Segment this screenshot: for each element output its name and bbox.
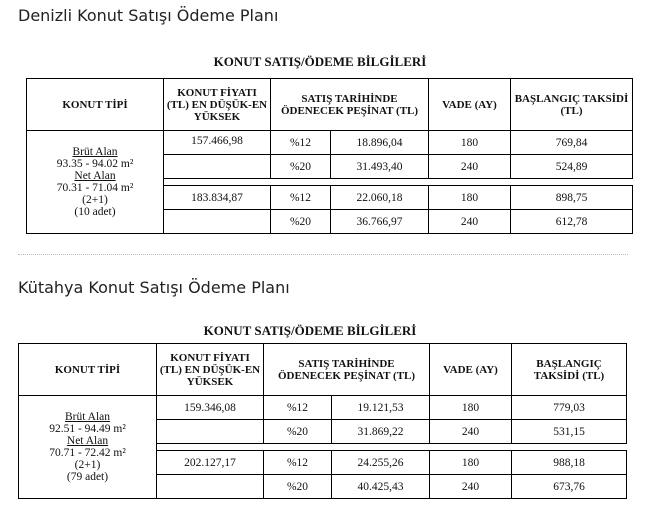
installment-amount: 524,89 xyxy=(511,155,633,179)
down-pct: %12 xyxy=(271,131,331,155)
net-area-label: Net Alan xyxy=(74,170,116,182)
down-amount: 24.255,26 xyxy=(332,451,430,475)
room-layout: (2+1) xyxy=(82,194,108,206)
installment-amount: 898,75 xyxy=(511,186,633,210)
down-amount: 22.060,18 xyxy=(331,186,429,210)
gross-area-value: 93.35 - 94.02 m² xyxy=(56,158,134,170)
down-amount: 18.896,04 xyxy=(331,131,429,155)
header-term: VADE (AY) xyxy=(430,344,512,396)
header-installment: BAŞLANGIÇ TAKSİDİ (TL) xyxy=(511,79,633,131)
room-layout: (2+1) xyxy=(74,459,101,471)
unit-info-cell xyxy=(27,131,164,234)
term-months: 180 xyxy=(430,451,512,475)
down-amount: 40.425,43 xyxy=(332,475,430,499)
price-high: 183.834,87 xyxy=(164,186,271,210)
price-empty xyxy=(164,210,271,234)
section-title-kutahya: Kütahya Konut Satışı Ödeme Planı xyxy=(18,278,290,297)
down-pct: %20 xyxy=(271,155,331,179)
price-low: 159.346,08 xyxy=(157,396,264,420)
header-installment: BAŞLANGIÇ TAKSİDİ (TL) xyxy=(512,344,627,396)
section-title-denizli: Denizli Konut Satışı Ödeme Planı xyxy=(18,6,279,25)
term-months: 240 xyxy=(430,475,512,499)
price-empty xyxy=(157,475,264,499)
term-months: 180 xyxy=(429,131,511,155)
net-area-value: 70.71 - 72.42 m² xyxy=(49,447,126,459)
installment-amount: 673,76 xyxy=(512,475,627,499)
page-divider xyxy=(18,254,628,255)
table-caption-kutahya: KONUT SATIŞ/ÖDEME BİLGİLERİ xyxy=(203,323,417,338)
payment-table-kutahya xyxy=(18,343,627,499)
installment-amount: 612,78 xyxy=(511,210,633,234)
header-down-payment: SATIŞ TARİHİNDE ÖDENECEK PEŞİNAT (TL) xyxy=(264,344,430,396)
unit-count: (79 adet) xyxy=(66,471,109,483)
installment-amount: 531,15 xyxy=(512,420,627,444)
price-empty xyxy=(164,155,271,179)
header-unit-type: KONUT TİPİ xyxy=(27,79,164,131)
down-pct: %20 xyxy=(264,475,332,499)
header-price: KONUT FİYATI (TL) EN DÜŞÜK-EN YÜKSEK xyxy=(157,344,264,396)
payment-table-denizli xyxy=(26,78,633,234)
price-high: 202.127,17 xyxy=(157,451,264,475)
down-amount: 31.869,22 xyxy=(332,420,430,444)
term-months: 180 xyxy=(430,396,512,420)
down-amount: 31.493,40 xyxy=(331,155,429,179)
down-pct: %20 xyxy=(271,210,331,234)
term-months: 240 xyxy=(429,155,511,179)
down-amount: 36.766,97 xyxy=(331,210,429,234)
header-price: KONUT FİYATI (TL) EN DÜŞÜK-EN YÜKSEK xyxy=(164,79,271,131)
gross-area-label: Brüt Alan xyxy=(72,146,118,158)
down-pct: %12 xyxy=(271,186,331,210)
unit-info-cell xyxy=(19,396,157,499)
net-area-value: 70.31 - 71.04 m² xyxy=(56,182,134,194)
installment-amount: 779,03 xyxy=(512,396,627,420)
unit-count: (10 adet) xyxy=(74,206,116,218)
down-amount: 19.121,53 xyxy=(332,396,430,420)
down-pct: %12 xyxy=(264,396,332,420)
term-months: 240 xyxy=(430,420,512,444)
header-down-payment: SATIŞ TARİHİNDE ÖDENECEK PEŞİNAT (TL) xyxy=(271,79,429,131)
header-term: VADE (AY) xyxy=(429,79,511,131)
down-pct: %20 xyxy=(264,420,332,444)
table-row xyxy=(19,396,627,420)
installment-amount: 988,18 xyxy=(512,451,627,475)
table-row xyxy=(27,131,633,155)
installment-amount: 769,84 xyxy=(511,131,633,155)
gross-area-label: Brüt Alan xyxy=(64,411,111,423)
gross-area-value: 92.51 - 94.49 m² xyxy=(49,423,126,435)
header-unit-type: KONUT TİPİ xyxy=(19,344,157,396)
price-empty xyxy=(157,420,264,444)
down-pct: %12 xyxy=(264,451,332,475)
table-caption-denizli: KONUT SATIŞ/ÖDEME BİLGİLERİ xyxy=(213,54,427,69)
term-months: 240 xyxy=(429,210,511,234)
price-low: 157.466,98 xyxy=(164,131,271,155)
net-area-label: Net Alan xyxy=(66,435,109,447)
term-months: 180 xyxy=(429,186,511,210)
